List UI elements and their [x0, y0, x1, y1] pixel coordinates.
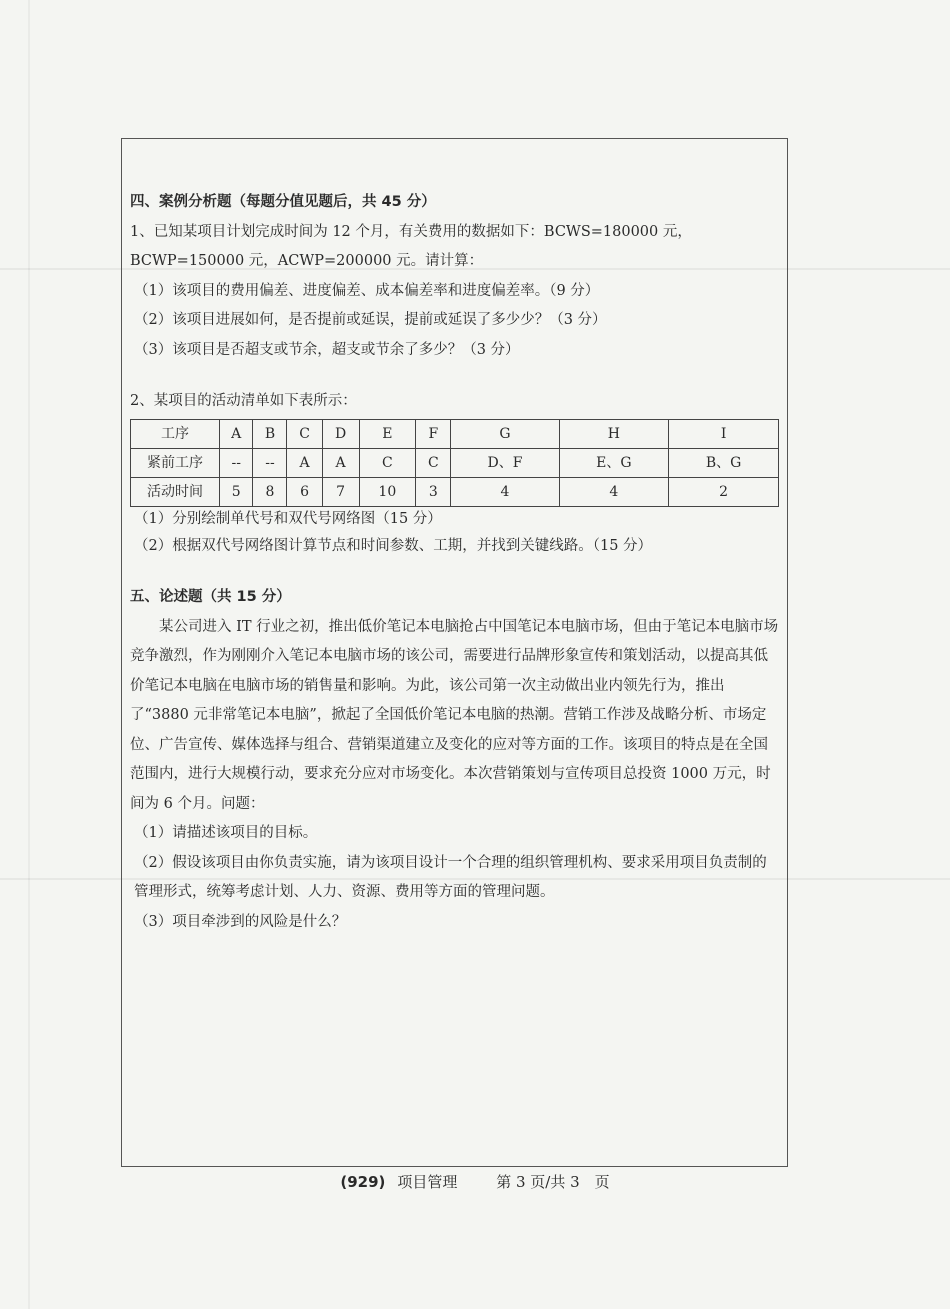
- table-cell: E: [359, 419, 416, 448]
- table-cell: I: [669, 419, 779, 448]
- table-cell: 3: [416, 477, 451, 506]
- table-cell: H: [559, 419, 669, 448]
- table-cell: B: [253, 419, 287, 448]
- table-row-duration: [131, 477, 779, 506]
- table-cell: F: [416, 419, 451, 448]
- q1-sub3: （3）该项目是否超支或节余，超支或节余了多少？（3 分）: [134, 341, 520, 358]
- q2-sub1: （1）分别绘制单代号和双代号网络图（15 分）: [134, 510, 442, 527]
- table-row-predecessor: [131, 448, 779, 477]
- s5-sub3: （3）项目牵涉到的风险是什么？: [134, 913, 347, 930]
- q1-line2: BCWP=150000 元，ACWP=200000 元。请计算：: [130, 253, 484, 269]
- q2-intro: 2、某项目的活动清单如下表所示：: [130, 393, 357, 409]
- row-header: 活动时间: [131, 477, 220, 506]
- table-row-process: [131, 419, 779, 448]
- table-cell: 10: [359, 477, 416, 506]
- table-cell: G: [451, 419, 559, 448]
- s5-sub1: （1）请描述该项目的目标。: [134, 825, 318, 841]
- table-cell: D: [322, 419, 359, 448]
- page-footer: [0, 1170, 950, 1194]
- table-cell: A: [322, 448, 359, 477]
- course-subject: 项目管理: [397, 1173, 458, 1191]
- table-cell: 4: [559, 477, 669, 506]
- table-cell: E、G: [559, 448, 669, 477]
- table-cell: 5: [220, 477, 253, 506]
- activity-table: [130, 419, 779, 507]
- row-header: 工序: [131, 419, 220, 448]
- table-cell: C: [359, 448, 416, 477]
- table-cell: 7: [322, 477, 359, 506]
- section5-paragraph: 某公司进入 IT 行业之初，推出低价笔记本电脑抢占中国笔记本电脑市场，但由于笔记本电脑市场竞争激烈，作为刚刚介入笔记本电脑市场的该公司，需要进行品牌形象宣传和策划活动，以提高其低价笔记本电脑在电脑市场的销售量和影响。为此，该公司第一次主动做出业内领先行为，推出了“3880 元非常笔记本电脑”，掀起了全国低价笔记本电脑的热潮。营销工作涉及战略分析、市场定位、广告宣传、媒体选择与组合、营销渠道建立及变化的应对等方面的工作。该项目的特点是在全国范围内，进行大规模行动，要求充分应对市场变化。本次营销策划与宣传项目总投资 1000 万元，时间为 6 个月。问题：: [130, 618, 779, 812]
- table-cell: 8: [253, 477, 287, 506]
- table-cell: A: [287, 448, 322, 477]
- table-cell: C: [287, 419, 322, 448]
- q1-sub2: （2）该项目进展如何，是否提前或延误，提前或延误了多少少？（3 分）: [134, 312, 607, 328]
- exam-content: [130, 188, 780, 937]
- table-cell: 6: [287, 477, 322, 506]
- table-cell: 4: [451, 477, 559, 506]
- table-cell: 2: [669, 477, 779, 506]
- table-cell: --: [253, 448, 287, 477]
- q1-sub1: （1）该项目的费用偏差、进度偏差、成本偏差率和进度偏差率。（9 分）: [134, 282, 600, 299]
- course-code: (929): [340, 1173, 386, 1191]
- table-cell: A: [220, 419, 253, 448]
- s5-sub2: （2）假设该项目由你负责实施，请为该项目设计一个合理的组织管理机构、要求采用项目负责制的管理形式，统筹考虑计划、人力、资源、费用等方面的管理问题。: [134, 854, 767, 900]
- section4-title: 四、案例分析题（每题分值见题后，共 45 分）: [130, 194, 436, 210]
- table-cell: C: [416, 448, 451, 477]
- table-cell: D、F: [451, 448, 559, 477]
- row-header: 紧前工序: [131, 448, 220, 477]
- q1-line1: 1、已知某项目计划完成时间为 12 个月，有关费用的数据如下：BCWS=180000 元，: [130, 223, 692, 240]
- section5-title: 五、论述题（共 15 分）: [130, 589, 291, 605]
- q2-sub2: （2）根据双代号网络图计算节点和时间参数、工期，并找到关键线路。（15 分）: [134, 537, 653, 554]
- table-cell: --: [220, 448, 253, 477]
- page-number: 第 3 页/共 3 页: [496, 1173, 610, 1191]
- table-cell: B、G: [669, 448, 779, 477]
